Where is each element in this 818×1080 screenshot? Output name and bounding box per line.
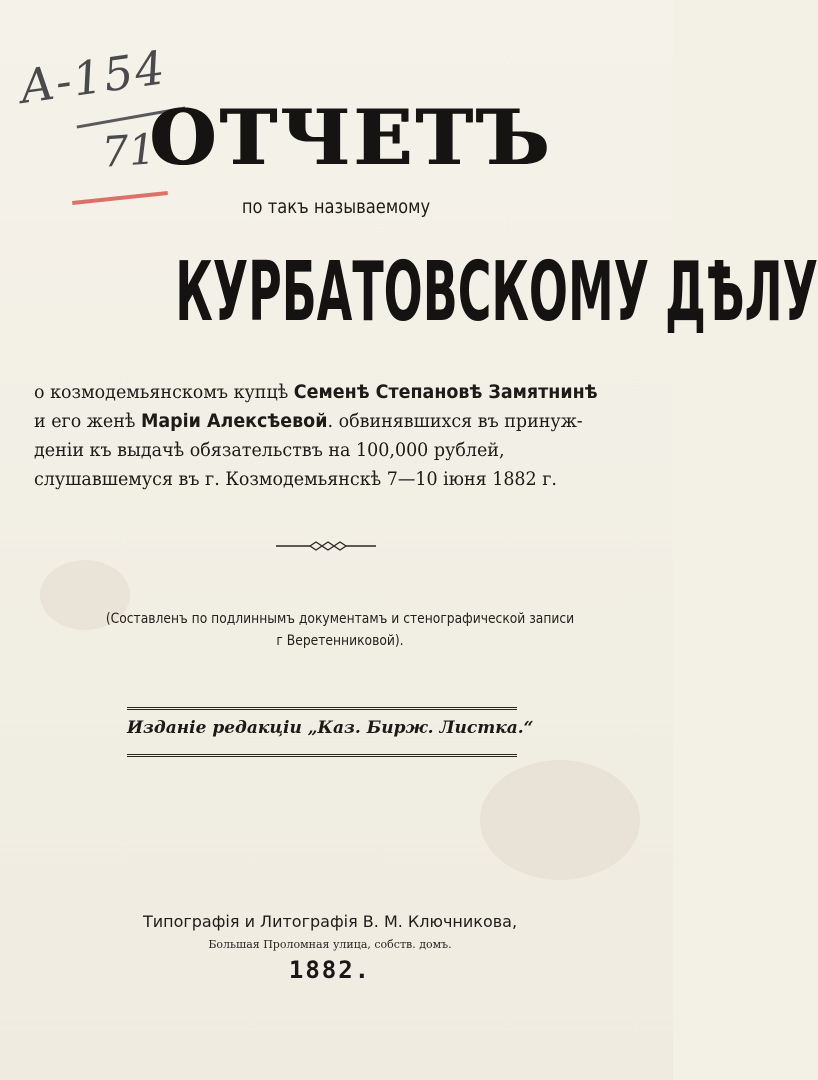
description-line-4: слушавшемуся въ г. Козмодемьянскѣ 7—10 іюня 1882 г.	[34, 468, 557, 490]
decorative-divider-icon	[276, 538, 376, 554]
note-line-2: г Веретенниковой).	[276, 633, 404, 649]
description-block	[34, 378, 624, 494]
shelfmark-bottom: 71	[100, 124, 158, 177]
publication-year: 1882.	[288, 956, 372, 984]
description-text: . обвинявшихся въ принуж-	[327, 410, 583, 432]
note-line-1: (Составленъ по подлиннымъ документамъ и стенографической записи	[105, 611, 575, 627]
printer-address: Большая Проломная улица, собств. домъ.	[208, 938, 452, 951]
edition-box	[127, 707, 534, 757]
description-line-3: деніи къ выдачѣ обязательствъ на 100,000 рублей,	[34, 439, 505, 461]
printer-imprint: Типографія и Литографія В. М. Ключникова,	[142, 912, 518, 931]
shelfmark-top: A-154	[16, 40, 170, 114]
defendant-name: Семенѣ Степановѣ Замятнинѣ	[293, 381, 598, 403]
edition-label: Изданіе редакціи „Каз. Бирж. Листка.“	[127, 718, 534, 738]
description-text: о козмодемьянскомъ купцѣ	[34, 381, 294, 403]
description-text: и его женѣ	[34, 410, 141, 432]
page-title: ОТЧЕТЪ	[150, 93, 554, 182]
description-line-2	[34, 407, 583, 436]
description-line-1	[34, 378, 598, 407]
defendant-wife-name: Маріи Алексѣевой	[140, 410, 328, 432]
main-heading: КУРБАТОВСКОМУ ДѢЛУ	[175, 245, 818, 340]
paper-stain	[480, 760, 640, 880]
subtitle: по такъ называемому	[241, 196, 431, 218]
compilation-note	[70, 608, 610, 652]
